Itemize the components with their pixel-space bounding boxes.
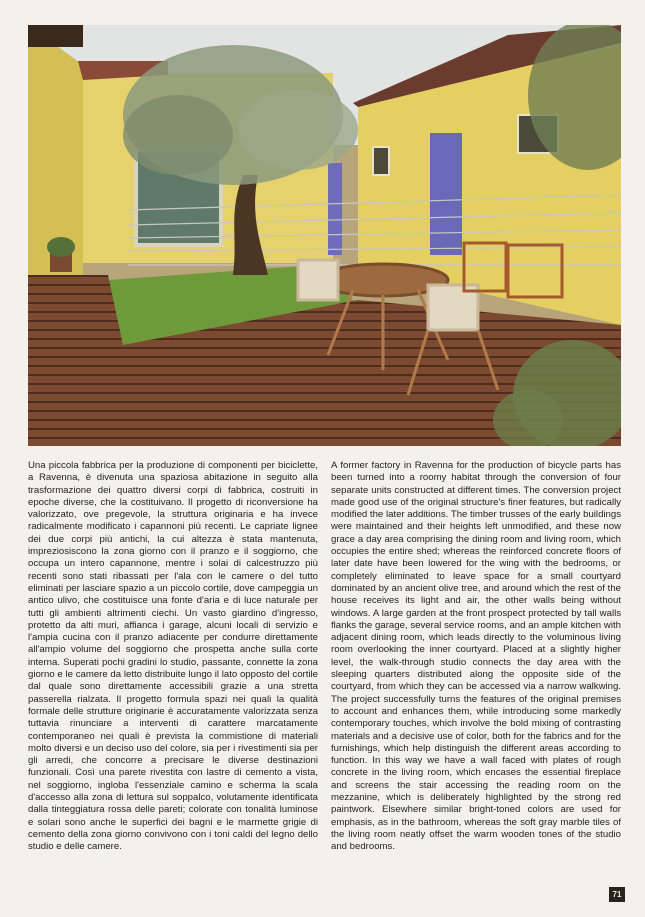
blue-door-1 (328, 163, 342, 255)
courtyard-illustration (28, 25, 621, 446)
courtyard-photo (28, 25, 621, 446)
english-text-column (331, 460, 621, 854)
english-paragraph: A former factory in Ravenna for the production of bicycle parts has been turned into a roomy habitat through the conversion of four separate units constructed at different times. The conversion project made good use of the original structure's finer features, but radically modified the later additions. The timber trusses of the early buildings were maintained and their heights left unmodified, and these now grace a day area comprising the dining room and living room, which occupies the entire shed; whereas the reinforced concrete floors of later date have been lowered for the wing with the bedrooms, or completely eliminated to leave space for a small courtyard dominated by an ancient olive tree, and around which the rest of the house receives its light and air, the other walls being without windows. A large garden at the front prospect protected by tall walls flanks the garage, several service rooms, and an ample kitchen with adjacent dining room, which leads directly to the voluminous living room overlooking the inner courtyard. Placed at a slightly higher level, the walk-through studio connects the day area with the sleeping quarters distributed along the opposite side of the courtyard, from which they can be accessed via a narrow walkwing. The project successfully turns the features of the original premises to account and enhances them, while introducing some markedly contemporary touches, which involve the bold mixing of contrasting materials and a decisive use of color, both for the fabrics and for the furnishings, which help distinguish the different areas according to function. In this way we have a wall faced with plates of rough concrete in the living room, which encases the essential fireplace and screens the stair accessing the reading room on the mezzanine, which is deliberately highlighted by the strong red paintwork. Elsewhere similar bright-toned colors are used for emphasis, as in the bathroom, whereas the soft gray marble tiles of the living room neatly offset the warm wooden tones of the studio and bedrooms. (331, 460, 621, 853)
page-number: 71 (609, 887, 625, 902)
blue-door-2 (430, 133, 462, 255)
italian-paragraph: Una piccola fabbrica per la produzione di componenti per biciclette, a Ravenna, è divenuta una spaziosa abitazione in seguito alla trasformazione dei quattro diversi corpi di fabbrica, costruiti in epoche diverse, che la costituivano. Il progetto di riconversione ha valorizzato, ove pregevole, la struttura originaria e ha invece radicalmente modificato i capannoni più recenti. Le capriate lignee dei due corpi più antichi, la cui altezza è stata mantenuta, impreziosiscono la zona giorno con il pranzo e il soggiorno, che occupa un intero capannone, mentre i solai di calcestruzzo più recenti sono stati ribassati per l'ala con le camere o del tutto eliminati per lasciare spazio a un piccolo cortile, dove campeggia un antico ulivo, che costituisce una fonte d'aria e di luce naturale per tutti gli ambienti altrimenti ciechi. Un vasto giardino d'ingresso, protetto da alti muri, affianca i garage, alcuni locali di servizio e l'ampia cucina con il pranzo adiacente per condurre direttamente all'ampio volume del soggiorno che prospetta anche sulla corte interna. Superati pochi gradini lo studio, passante, connette la zona giorno e le camere da letto distribuite lungo il lato opposto del cortile dal quale sono direttamente accessibili grazie a una stretta passerella rialzata. Il progetto formula spazi nei quali la qualità formale delle strutture originarie è accuratamente valorizzata senza tuttavia rinunciare a interventi di carattere marcatamente contemporaneo nei quali è prevista la commistione di materiali molto diversi e un deciso uso del colore, sia per i rivestimenti sia per gli arredi, che concorre a precisare le diverse destinazioni funzionali. Così una parete rivestita con lastre di cemento a vista, nel soggiorno, ingloba l'essenziale camino e scherma la scala d'accesso alla zona di lettura sul soppalco, volutamente identificata dalla tinteggiatura rossa delle pareti; colorate con tonalità luminose e solari sono anche le superfici dei bagni e le marmette grigie di cemento della zona giorno convivono con i toni caldi del legno dello studio e delle camere. (28, 460, 318, 853)
italian-text-column (28, 460, 318, 854)
